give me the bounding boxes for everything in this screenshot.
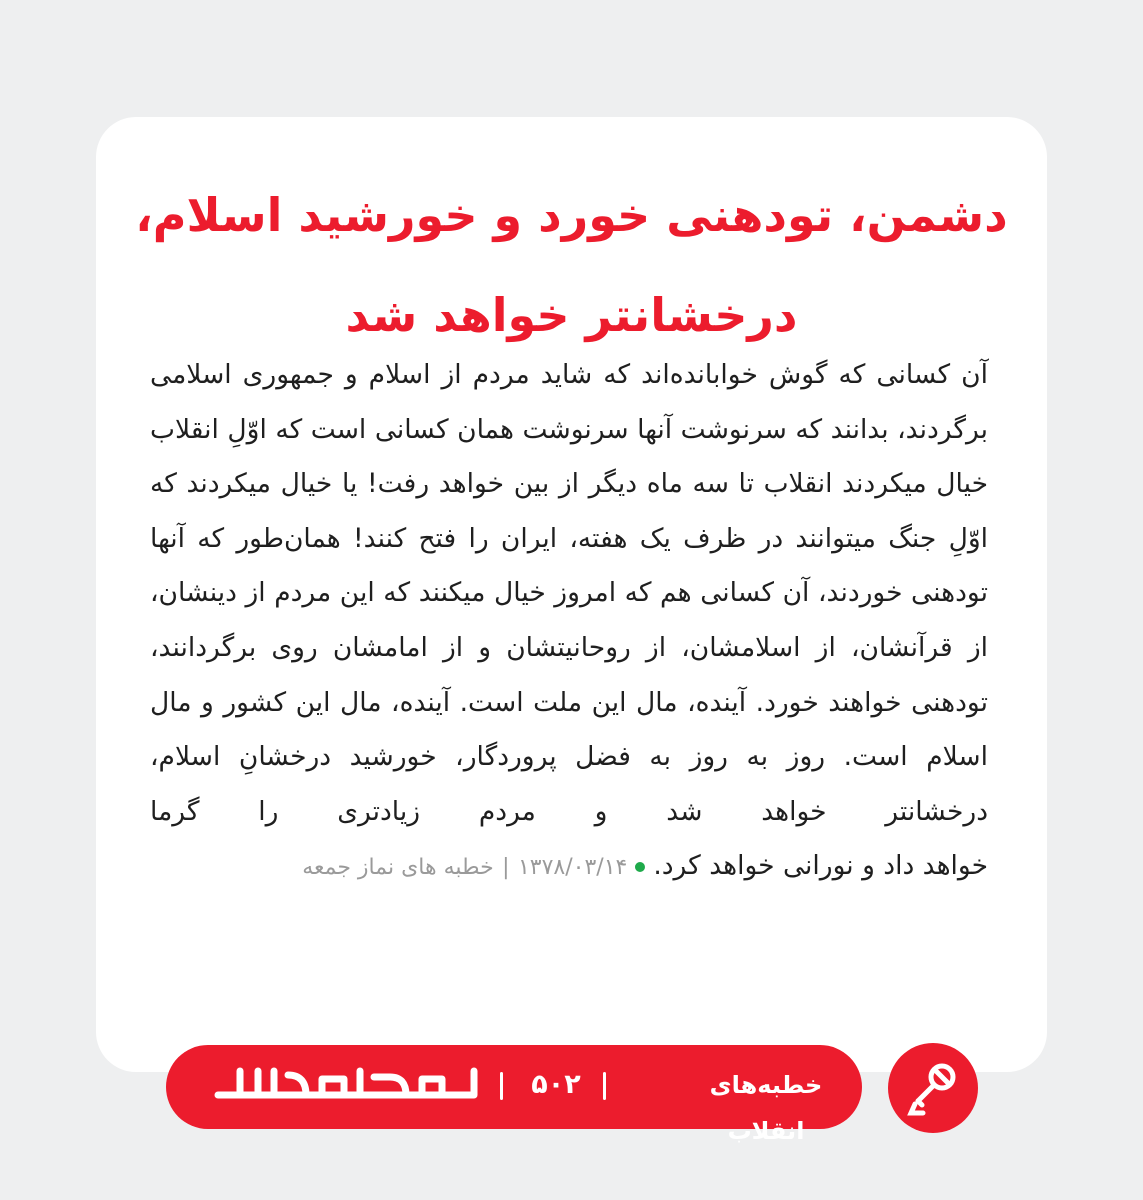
quote-ending: [302, 850, 988, 881]
microphone-icon: [888, 1043, 978, 1133]
bullet-dot-icon: [635, 862, 645, 872]
series-label: خطبه‌های انقلاب: [709, 1071, 823, 1145]
headline-line-2: درخشانتر خواهد شد: [345, 288, 798, 342]
meta-divider: |: [502, 855, 510, 881]
quote-body: [150, 348, 988, 896]
footer-divider-left: [500, 1072, 503, 1100]
quote-source: خطبه های نماز جمعه: [302, 855, 494, 881]
brand-logo: [210, 1065, 480, 1105]
microphone-badge: [888, 1043, 978, 1133]
headline: [130, 165, 1013, 365]
headline-line-1: دشمن، تودهنی خورد و خورشید اسلام،: [135, 188, 1008, 242]
footer-divider-right: [603, 1072, 606, 1100]
quote-last-line: خواهد داد و نورانی خواهد کرد.: [653, 850, 988, 882]
quote-text: آن کسانی که گوش خوابانده‌اند که شاید مردم از اسلام و جمهوری اسلامی برگردند، بدانند که سرنوشت آنها سرنوشت همان کسانی است که اوّلِ انقلاب خیال میکردند انقلاب تا سه ماه دیگر از بین خواهد رفت! یا خیال میکردند که اوّلِ جنگ میتوانند در ظرف یک هفته، ایران را فتح کنند! همان‌طور که آنها تودهنی خوردند، آن کسانی هم که امروز خیال میکنند که این مردم از دینشان، از قرآنشان، از اسلامشان، از روحانیتشان و از امامشان روی برگردانند، تودهنی خواهند خورد. آینده، مال این ملت است. آینده، مال این کشور و مال اسلام است. روز به روز به فضل پروردگار، خورشید درخشانِ اسلام، درخشانتر خواهد شد و مردم زیادتری را گرما: [150, 359, 988, 827]
issue-number: ۵۰۲: [531, 1069, 581, 1100]
quote-date: ۱۳۷۸/۰۳/۱۴: [517, 855, 628, 881]
